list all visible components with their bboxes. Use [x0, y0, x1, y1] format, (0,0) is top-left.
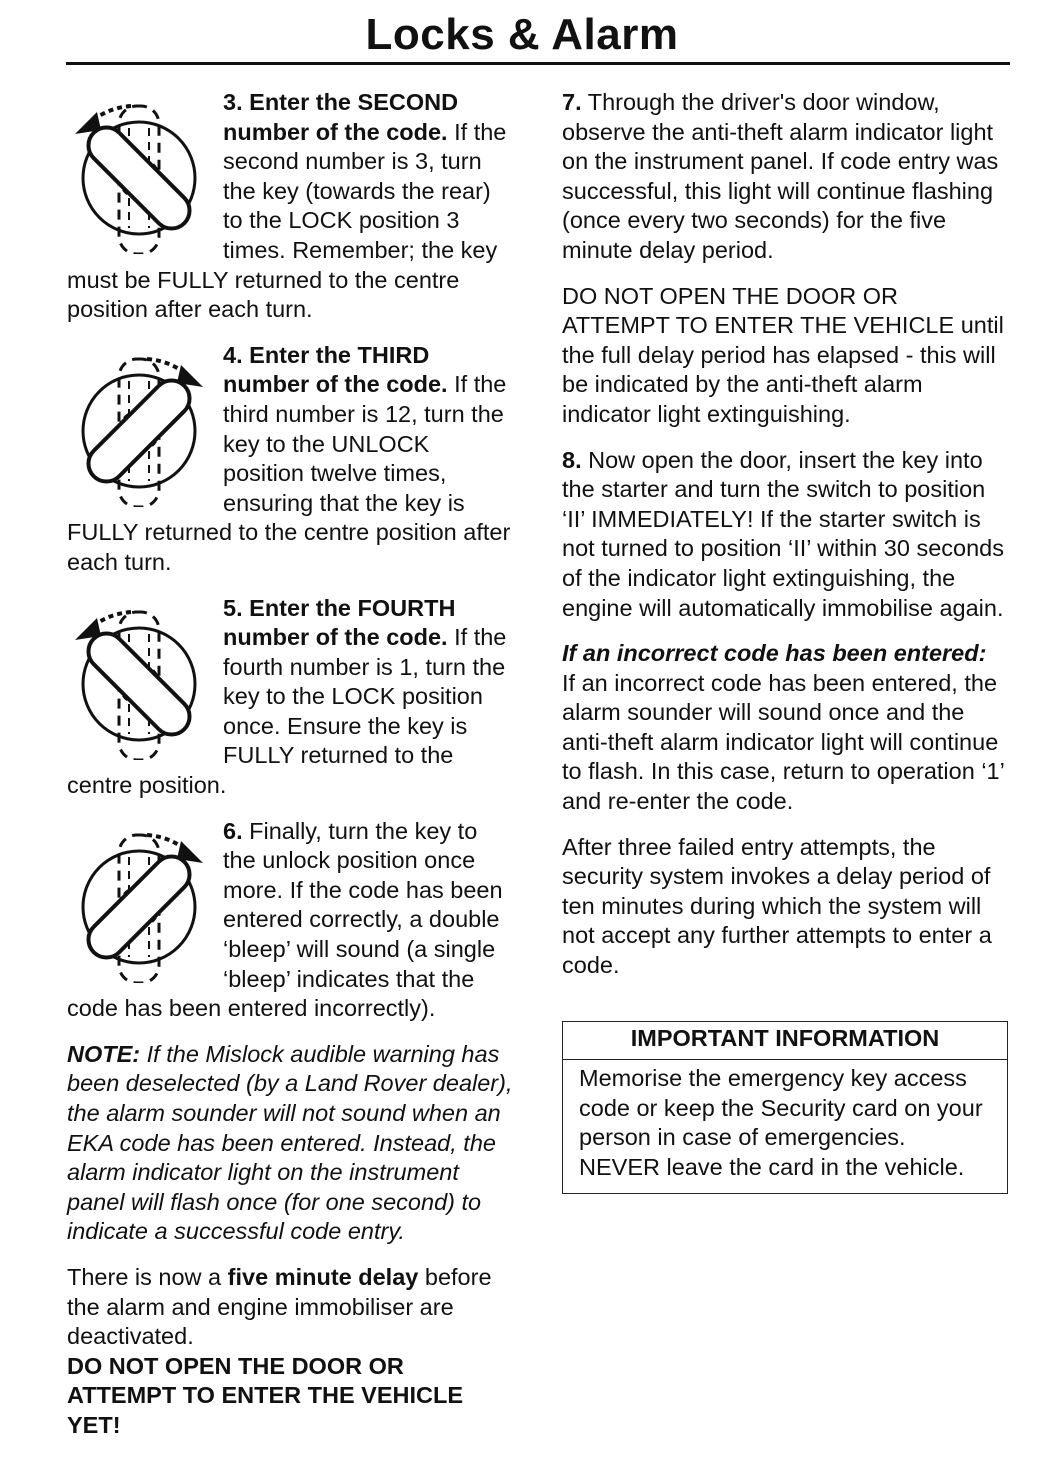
note-label: NOTE: — [67, 1040, 141, 1067]
step-number: 7. — [562, 89, 582, 115]
step-heading: Enter the FOURTH number of the code. — [223, 594, 456, 651]
key-turn-unlock-icon — [67, 817, 215, 983]
step-body: Now open the door, insert the key into the starter and turn the switch to position ‘II’ IMMEDIATELY! If the starter switch is not turned to position ‘II’ within 30 seconds of the indicator light extinguishing, the engine will automatically immobilise again. — [562, 446, 1004, 621]
step-heading: Enter the SECOND number of the code. — [223, 89, 459, 145]
note-text: If the Mislock audible warning has been deselected (by a Land Rover dealer), the alarm sounder will not sound when an EKA code has been entered. Instead, the alarm indicator light on the instrument panel will flash once (for one second) to indicate a successful code entry. — [67, 1040, 513, 1245]
step-body: If the fourth number is 1, turn the key to the LOCK position once. Ensure the key is FULLY returned to the centre position. — [67, 624, 507, 799]
step-number: 3. — [223, 89, 243, 115]
key-turn-lock-icon — [67, 594, 215, 760]
failed-attempts-paragraph: After three failed entry attempts, the security system invokes a delay period of ten minutes during which the system will not accept any further attempts to enter a code. — [562, 833, 992, 979]
key-turn-lock-icon — [67, 88, 215, 254]
right-column — [562, 88, 1008, 1194]
important-heading: IMPORTANT INFORMATION — [563, 1022, 1007, 1061]
step-body: Finally, turn the key to the unlock position once more. If the code has been entered correctly, a double ‘bleep’ will sound (a single ‘bleep’ indicates that the code has been entered incorrectly). — [67, 817, 503, 1022]
incorrect-code-section — [562, 639, 1008, 817]
step-number: 4. — [223, 341, 243, 368]
delay-warning: DO NOT OPEN THE DOOR OR ATTEMPT TO ENTER THE VEHICLE YET! — [67, 1352, 464, 1438]
step-heading: Enter the THIRD number of the code. — [223, 341, 448, 398]
step-5 — [67, 594, 513, 801]
step-4 — [67, 341, 513, 578]
page-title: Locks & Alarm — [365, 10, 679, 59]
step-number: 5. — [223, 594, 243, 621]
title-rule — [66, 62, 1010, 65]
step-7 — [562, 88, 1008, 266]
incorrect-body: If an incorrect code has been entered, the alarm sounder will sound once and the anti-theft alarm indicator light will continue to flash. In this case, return to operation ‘1’ and re-enter the code. — [562, 669, 1004, 815]
step-8 — [562, 446, 1008, 624]
delay-pre: There is now a — [67, 1263, 222, 1290]
step-number: 8. — [562, 446, 582, 473]
step-body: Through the driver's door window, observe the anti-theft alarm indicator light on the instrument panel. If code entry was successful, this light will continue flashing (once every two seconds) for the five minute delay period. — [562, 89, 999, 263]
step-3 — [67, 88, 513, 325]
left-column — [67, 88, 513, 1457]
delay-post: before the alarm and engine immobiliser are deactivated. — [67, 1263, 492, 1350]
key-turn-unlock-icon — [67, 341, 215, 507]
delay-bold: five minute delay — [227, 1263, 419, 1290]
delay-paragraph — [67, 1263, 513, 1441]
important-info-box — [562, 1021, 1008, 1194]
note-paragraph — [67, 1040, 513, 1247]
step-6 — [67, 817, 513, 1024]
step-body: If the second number is 3, turn the key (towards the rear) to the LOCK position 3 times. Remember; the key must be FULLY returned to the centre position after each turn. — [67, 118, 507, 323]
important-body: Memorise the emergency key access code or keep the Security card on your person in case of emergencies. NEVER leave the card in the vehicle. — [579, 1065, 983, 1180]
incorrect-heading: If an incorrect code has been entered: — [562, 640, 987, 667]
step-number: 6. — [223, 817, 243, 844]
caution-paragraph: DO NOT OPEN THE DOOR OR ATTEMPT TO ENTER THE VEHICLE until the full delay period has elapsed - this will be indicated by the anti-theft alarm indicator light extinguishing. — [562, 282, 1004, 427]
step-body: If the third number is 12, turn the key to the UNLOCK position twelve times, ensuring that the key is FULLY returned to the centre position after each turn. — [67, 371, 511, 575]
